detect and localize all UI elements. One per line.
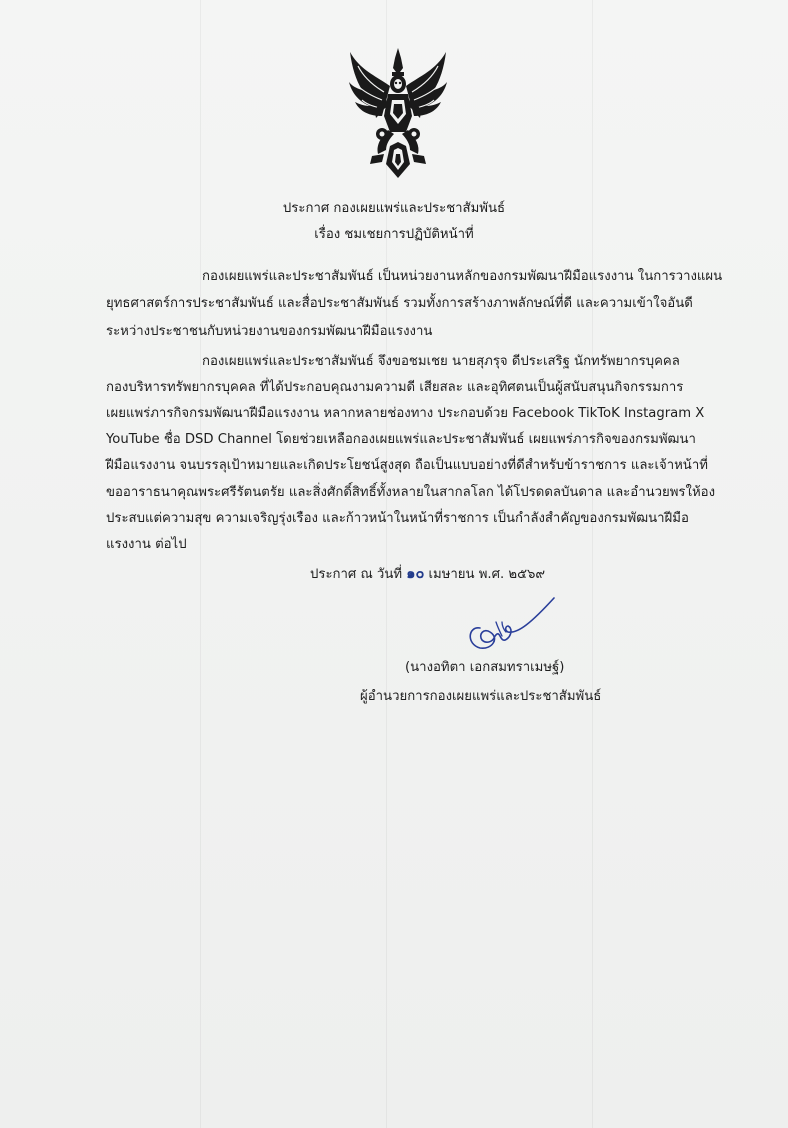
announcement-header: ประกาศ กองเผยแพร่และประชาสัมพันธ์	[282, 201, 506, 216]
paragraph-2-line: ประสบแต่ความสุข ความเจริญรุ่งเรือง และก้าวหน้าในหน้าที่ราชการ เป็นกำลังสำคัญของกรมพัฒนาฝีมือ	[106, 511, 689, 526]
announcement-subject: เรื่อง ชมเชยการปฏิบัติหน้าที่	[314, 227, 474, 242]
signature	[462, 592, 562, 656]
announcement-date	[310, 562, 545, 585]
paragraph-1-line: ระหว่างประชาชนกับหน่วยงานของกรมพัฒนาฝีมือแรงงาน	[106, 324, 433, 339]
date-prefix: ประกาศ ณ วันที่	[310, 567, 403, 582]
date-month-year: เมษายน พ.ศ. ๒๕๖๙	[428, 567, 546, 582]
paragraph-2-line: ขออาราธนาคุณพระศรีรัตนตรัย และสิ่งศักดิ์สิทธิ์ทั้งหลายในสากลโลก ได้โปรดดลบันดาล และอำนวยพรให้อง	[106, 485, 716, 500]
paragraph-2-line: กองเผยแพร่และประชาสัมพันธ์ จึงขอชมเชย นายสุภรุจ ดีประเสริฐ นักทรัพยากรบุคคล	[202, 354, 680, 369]
paper-crease	[592, 0, 593, 1128]
signatory-name: (นางอทิตา เอกสมทราเมษฐ์)	[405, 660, 565, 675]
paragraph-2-line: ฝีมือแรงงาน จนบรรลุเป้าหมายและเกิดประโยชน์สูงสุด ถือเป็นแบบอย่างที่ดีสำหรับข้าราชการ และเจ้าหน้าที่	[106, 458, 708, 473]
date-day: ๑๐	[406, 566, 425, 582]
paragraph-2-line: เผยแพร่ภารกิจกรมพัฒนาฝีมือแรงงาน หลากหลายช่องทาง ประกอบด้วย Facebook TikToK Instagram X	[106, 406, 705, 421]
paragraph-1-line: กองเผยแพร่และประชาสัมพันธ์ เป็นหน่วยงานหลักของกรมพัฒนาฝีมือแรงงาน ในการวางแผน	[202, 269, 723, 284]
paragraph-2-line: กองบริหารทรัพยากรบุคคล ที่ได้ประกอบคุณงามความดี เสียสละ และอุทิศตนเป็นผู้สนับสนุนกิจกรรมการ	[106, 380, 684, 395]
garuda-emblem-icon	[346, 46, 450, 182]
paper-crease	[200, 0, 201, 1128]
paragraph-2-line: แรงงาน ต่อไป	[106, 537, 187, 552]
paragraph-2-line: YouTube ชื่อ DSD Channel โดยช่วยเหลือกองเผยแพร่และประชาสัมพันธ์ เผยแพร่ภารกิจของกรมพัฒนา	[106, 432, 696, 447]
paragraph-1-line: ยุทธศาสตร์การประชาสัมพันธ์ และสื่อประชาสัมพันธ์ รวมทั้งการสร้างภาพลักษณ์ที่ดี และความเข้าใจอันดี	[106, 296, 693, 311]
signatory-title: ผู้อำนวยการกองเผยแพร่และประชาสัมพันธ์	[360, 689, 602, 704]
